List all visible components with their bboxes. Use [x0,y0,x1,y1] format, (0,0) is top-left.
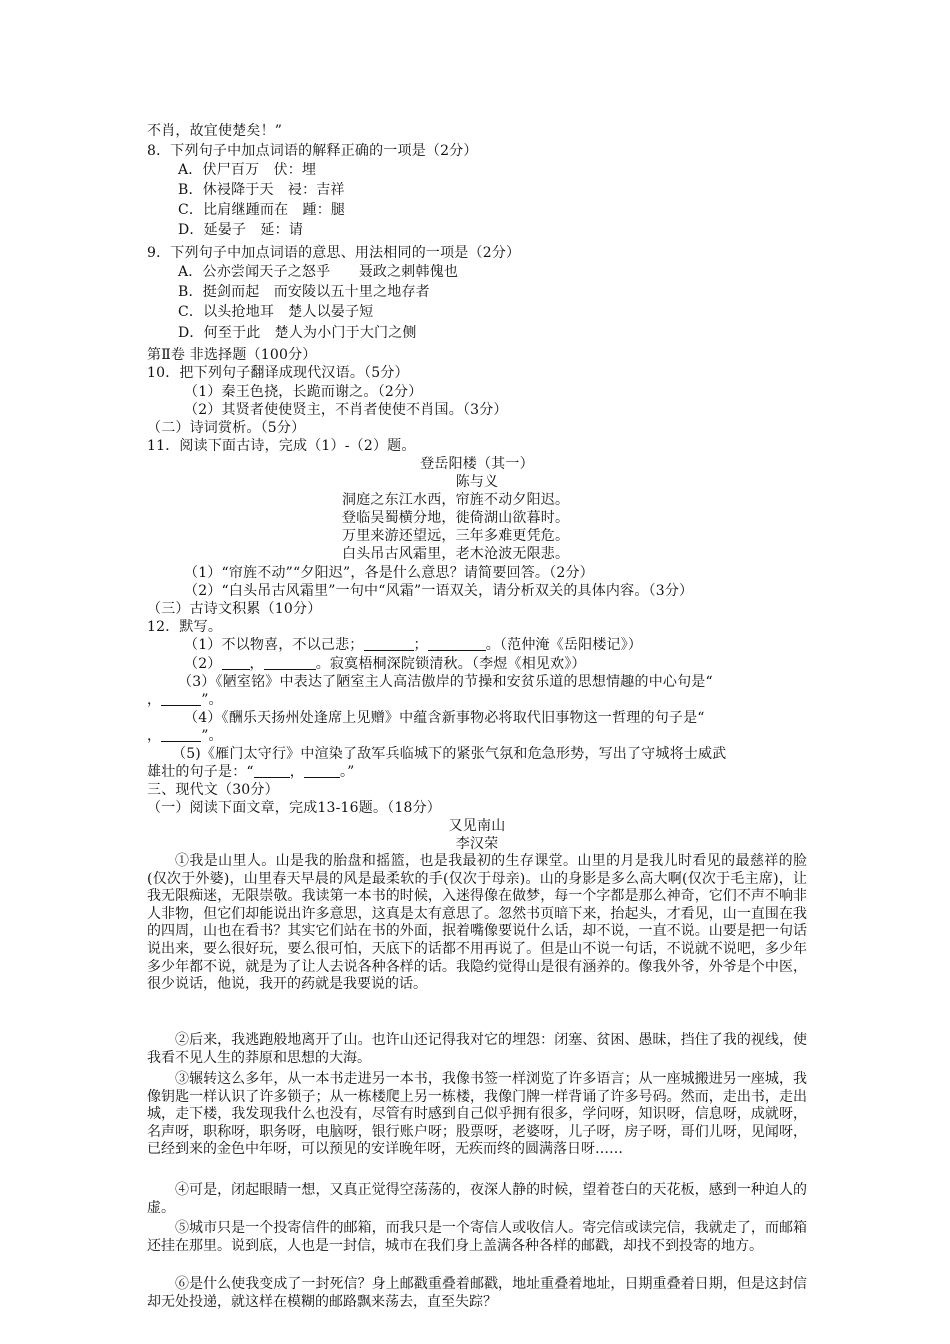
question-12-1 [184,635,844,655]
question-10-1: （1）秦王色挠，长跪而谢之。（2分） [184,384,423,400]
text: （2） [184,656,222,672]
text: ”。 [201,692,223,708]
question-12: 12．默写。 [147,619,223,635]
question-10: 10．把下列句子翻译成现代汉语。（5分） [147,365,409,381]
section-2-heading: （二）诗词赏析。（5分） [147,420,306,436]
text: （1）不以物喜，不以己悲； [184,637,364,653]
text: ， [147,692,162,708]
question-12-5-answer [147,762,807,782]
essay-paragraph-3 [147,1071,807,1159]
paragraph-text: ②后来，我逃跑般地离开了山。也许山还记得我对它的埋怨：闭塞、贫困、愚昧，挡住了我的视线，使我看不见人生的莽原和思想的大海。 [147,1032,807,1066]
poem-author: 陈与义 [455,474,499,490]
question-12-4-answer [147,726,807,746]
question-12-2 [184,654,844,674]
option-8d: D．延晏子 延：请 [178,222,304,238]
answer-blank[interactable] [364,636,414,651]
question-12-5: （5)《雁门太守行》中渲染了敌军兵临城下的紧张气氛和危急形势，写出了守城将士威武 [172,746,727,762]
question-12-3-answer [147,690,807,710]
essay-paragraph-6 [147,1276,807,1311]
answer-blank[interactable] [161,691,201,706]
question-11-1: （1）“帘旌不动”“夕阳迟”，各是什么意思？请简要回答。（2分） [184,565,594,581]
essay-title: 又见南山 [448,818,506,834]
poem-line: 白头吊古风霜里，老木沧波无限悲。 [342,546,570,562]
poem-line: 登临吴蜀横分地，徙倚湖山欲暮时。 [342,510,570,526]
option-9a: A．公亦尝闻天子之怒乎 聂政之刺韩傀也 [178,264,459,280]
answer-blank[interactable] [304,763,340,778]
option-8c: C．比肩继踵而在 踵：腿 [178,202,346,218]
paragraph-text: ⑤城市只是一个投寄信件的邮箱，而我只是一个寄信人或收信人。寄完信或读完信，我就走了，而邮箱还挂在那里。说到底，人也是一封信，城市在我们身上盖满各种各样的邮戳，却找不到投寄的地方。 [147,1220,807,1254]
section-3-1-heading: （一）阅读下面文章，完成13-16题。（18分） [147,800,441,816]
option-9b: B．挺剑而起 而安陵以五十里之地存者 [178,284,430,300]
question-11: 11．阅读下面古诗，完成（1）-（2）题。 [147,438,416,454]
text: ， [289,764,304,780]
essay-paragraph-4 [147,1182,807,1217]
part-2-heading: 第Ⅱ卷 非选择题（100分） [147,347,317,363]
question-8: 8．下列句子中加点词语的解释正确的一项是（2分） [147,143,478,159]
question-11-2: （2）“白头吊古风霜里”一句中“风霜”一语双关，请分析双关的具体内容。（3分） [184,583,694,599]
essay-paragraph-2 [147,1032,807,1067]
text: 雄壮的句子是：“ [147,764,254,780]
section-3-heading: （三）古诗文积累（10分） [147,601,322,617]
paragraph-text: ④可是，闭起眼睛一想，又真正觉得空荡荡的，夜深人静的时候，望着苍白的天花板，感到一种迫人的虚。 [147,1182,807,1216]
text: 。” [339,764,355,780]
text: ， [147,728,162,744]
text: 。（范仲淹《岳阳楼记》） [485,637,643,653]
answer-blank[interactable] [254,763,290,778]
essay-paragraph-1 [147,853,807,994]
text: ， [249,656,264,672]
part-3-heading: 三、现代文（30分） [147,782,279,798]
question-12-3: （3）《陋室铭》中表达了陋室主人高洁傲岸的节操和安贫乐道的思想情趣的中心句是“ [178,674,713,690]
text: ； [413,637,428,653]
answer-blank[interactable] [428,636,486,651]
answer-blank[interactable] [222,655,250,670]
poem-line: 万里来游还望远，三年多难更凭危。 [342,528,570,544]
text: ”。 [201,728,223,744]
question-12-4: （4）《酬乐天扬州处逢席上见赠》中蕴含新事物必将取代旧事物这一哲理的句子是“ [184,710,705,726]
poem-line: 洞庭之东江水西，帘旌不动夕阳迟。 [342,492,570,508]
question-10-2: （2）其贤者使使贤主，不肖者使使不肖国。（3分） [184,402,508,418]
paragraph-text: ①我是山里人。山是我的胎盘和摇篮，也是我最初的生存课堂。山里的月是我儿时看见的最慈祥的脸(仅次于外婆)，山里春天早晨的风是最柔软的手(仅次于母亲)。山的身影是多么高大啊(仅次于毛主席)，让我无限痴迷，无限崇敬。我读第一本书的时候，入迷得像在做梦，每一个字都是那么神奇，它们不声不响非人非物，但它们却能说出许多意思，这真是太有意思了。忽然书页暗下来，抬起头，才看见，山一直围在我的四周，山也在看书？其实它们站在书的外面，抿着嘴像要说什么话，却不说，一直不说。山要是把一句话说出来，要么很好玩，要么很可怕，天底下的话都不用再说了。但是山不说一句话，不说就不说吧，多少年多少年都不说，就是为了让人去说各种各样的话。我隐约觉得山是很有涵养的。像我外爷，外爷是个中医，很少说话，他说，我开的药就是我要说的话。 [147,853,807,993]
essay-author: 李汉荣 [455,836,499,852]
option-8a: A．伏尸百万 伏：埋 [178,162,317,178]
answer-blank[interactable] [161,727,201,742]
essay-paragraph-5 [147,1220,807,1255]
question-9: 9．下列句子中加点词语的意思、用法相同的一项是（2分） [147,245,521,261]
text-line: 不肖，故宜使楚矣！” [147,123,283,139]
paragraph-text: ③辗转这么多年，从一本书走进另一本书，我像书签一样浏览了许多语言；从一座城搬进另一座城，我像钥匙一样认识了许多锁子；从一栋楼爬上另一栋楼，我像门牌一样背诵了许多号码。然而，走出书，走出城，走下楼，我发现我什么也没有，尽管有时感到自己似乎拥有很多，学问呀，知识呀，信息呀，成就呀，名声呀，职称呀，职务呀，电脑呀，银行账户呀；股票呀，老婆呀，儿子呀，房子呀，哥们儿呀，见闻呀，已经到来的金色中年呀，可以预见的安详晚年呀，无疾而终的圆满落日呀…… [147,1071,807,1158]
poem-title: 登岳阳楼（其一） [420,456,534,472]
option-8b: B．休祲降于天 祲：吉祥 [178,182,345,198]
answer-blank[interactable] [264,655,316,670]
paragraph-text: ⑥是什么使我变成了一封死信？身上邮戳重叠着邮戳，地址重叠着地址，日期重叠着日期，但是这封信却无处投递，就这样在模糊的邮路飘来荡去，直至失踪？ [147,1276,807,1310]
option-9c: C．以头抢地耳 楚人以晏子短 [178,304,374,320]
option-9d: D．何至于此 楚人为小门于大门之侧 [178,325,417,341]
text: 。寂寞梧桐深院锁清秋。（李煜《相见欢》） [315,656,586,672]
